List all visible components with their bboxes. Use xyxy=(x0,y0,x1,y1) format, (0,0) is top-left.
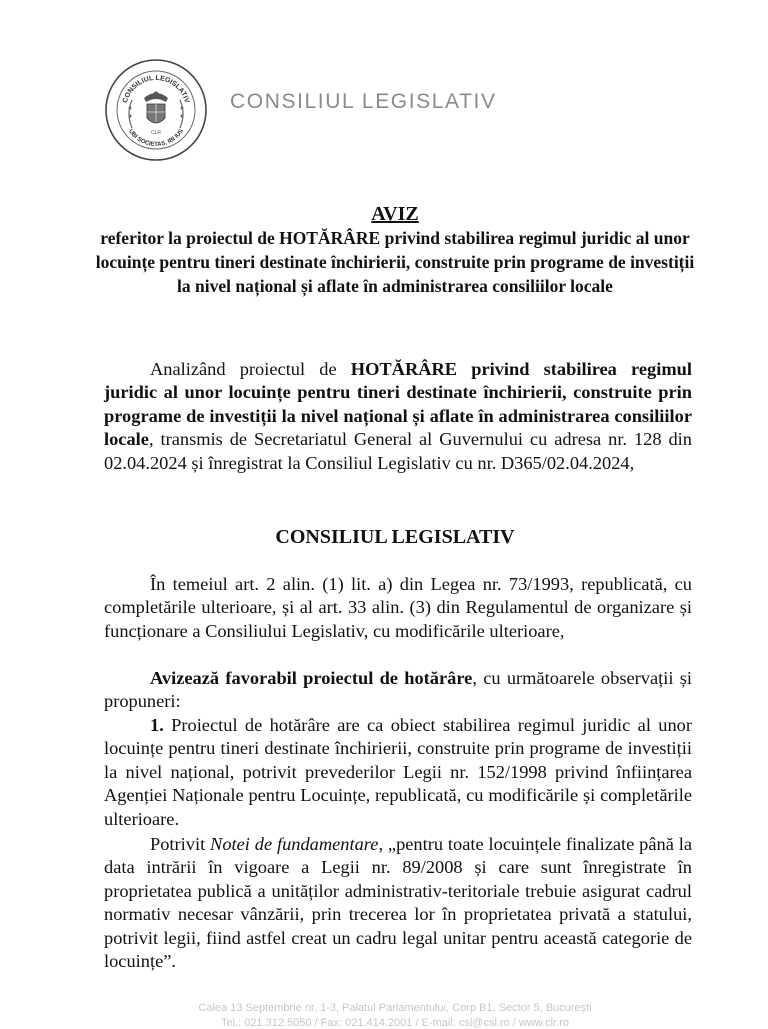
avizeaza-bold: Avizează favorabil proiectul de hotărâre xyxy=(150,668,473,688)
org-name: CONSILIUL LEGISLATIV xyxy=(230,90,497,113)
avizeaza-rest: , cu următoarele observații și propuneri: xyxy=(104,668,692,712)
point-number: 1. xyxy=(150,715,164,735)
intro-lead: Analizând proiectul de xyxy=(150,359,351,379)
intro-paragraph xyxy=(104,358,692,475)
intro-bold: HOTĂRÂRE privind stabilirea regimul juridic al unor locuințe pentru tineri destinate închirierii, construite prin programe de investiții la nivel național și aflate în administrarea consiliilor locale xyxy=(104,359,692,450)
council-seal xyxy=(104,58,208,162)
nota-lead: Potrivit xyxy=(150,834,211,854)
document-title-block xyxy=(90,202,700,298)
footer-address: Calea 13 Septembrie nr. 1-3, Palatul Parlamentului, Corp B1, Sector 5, București xyxy=(198,1002,592,1014)
svg-text:CLR: CLR xyxy=(150,130,162,136)
paragraph-nota xyxy=(104,833,692,973)
footer-contact: Tel.: 021.312.5050 / Fax: 021.414.2001 / E-mail: csl@csl.ro / www.clr.ro xyxy=(220,1017,570,1029)
coat-of-arms-icon xyxy=(144,92,168,137)
paragraph-temei: În temeiul art. 2 alin. (1) lit. a) din Legea nr. 73/1993, republicată, cu completările ulterioare, și al art. 33 alin. (3) din Regulamentul de organizare și funcționare a Consiliului Legislativ, cu modificările ulterioare, xyxy=(104,574,692,641)
document-title: AVIZ xyxy=(371,203,419,225)
seal-text-top: CONSILIUL LEGISLATIV xyxy=(121,74,191,104)
intro-rest: , transmis de Secretariatul General al Guvernului cu adresa nr. 128 din 02.04.2024 și înregistrat la Consiliul Legislativ cu nr. D365/02.04.2024, xyxy=(104,429,692,473)
paragraph-point-1 xyxy=(104,714,692,831)
seal-text-bottom: UBI SOCIETAS, IBI IUS xyxy=(127,128,185,149)
document-subtitle: referitor la proiectul de HOTĂRÂRE privind stabilirea regimul juridic al unor locuințe pentru tineri destinate închirierii, construite prin programe de investiții la nivel național și aflate în administrarea consiliilor locale xyxy=(95,228,695,296)
nota-rest: , „pentru toate locuințele finalizate până la data intrării în vigoare a Legii nr. 89/2008 și care sunt înregistrate în proprietatea publică a unităților administrativ-teritoriale trebuie asigurat cadrul normativ necesar vânzării, prin trecerea lor în proprietatea privată a statului, potrivit legii, fiind astfel creat un cadru legal unitar pentru această categorie de locuințe”. xyxy=(104,834,693,972)
section-heading: CONSILIUL LEGISLATIV xyxy=(275,526,515,548)
paragraph-avizeaza xyxy=(104,667,692,714)
point-1-text: Proiectul de hotărâre are ca obiect stabilirea regimul juridic al unor locuințe pentru tineri destinate închirierii, construite prin programe de investiții la nivel național, potrivit prevederilor Legii nr. 152/1998 privind înființarea Agenției Naționale pentru Locuințe, republicată, cu modificările și completările ulterioare. xyxy=(104,715,692,829)
nota-italic: Notei de fundamentare xyxy=(210,834,379,854)
